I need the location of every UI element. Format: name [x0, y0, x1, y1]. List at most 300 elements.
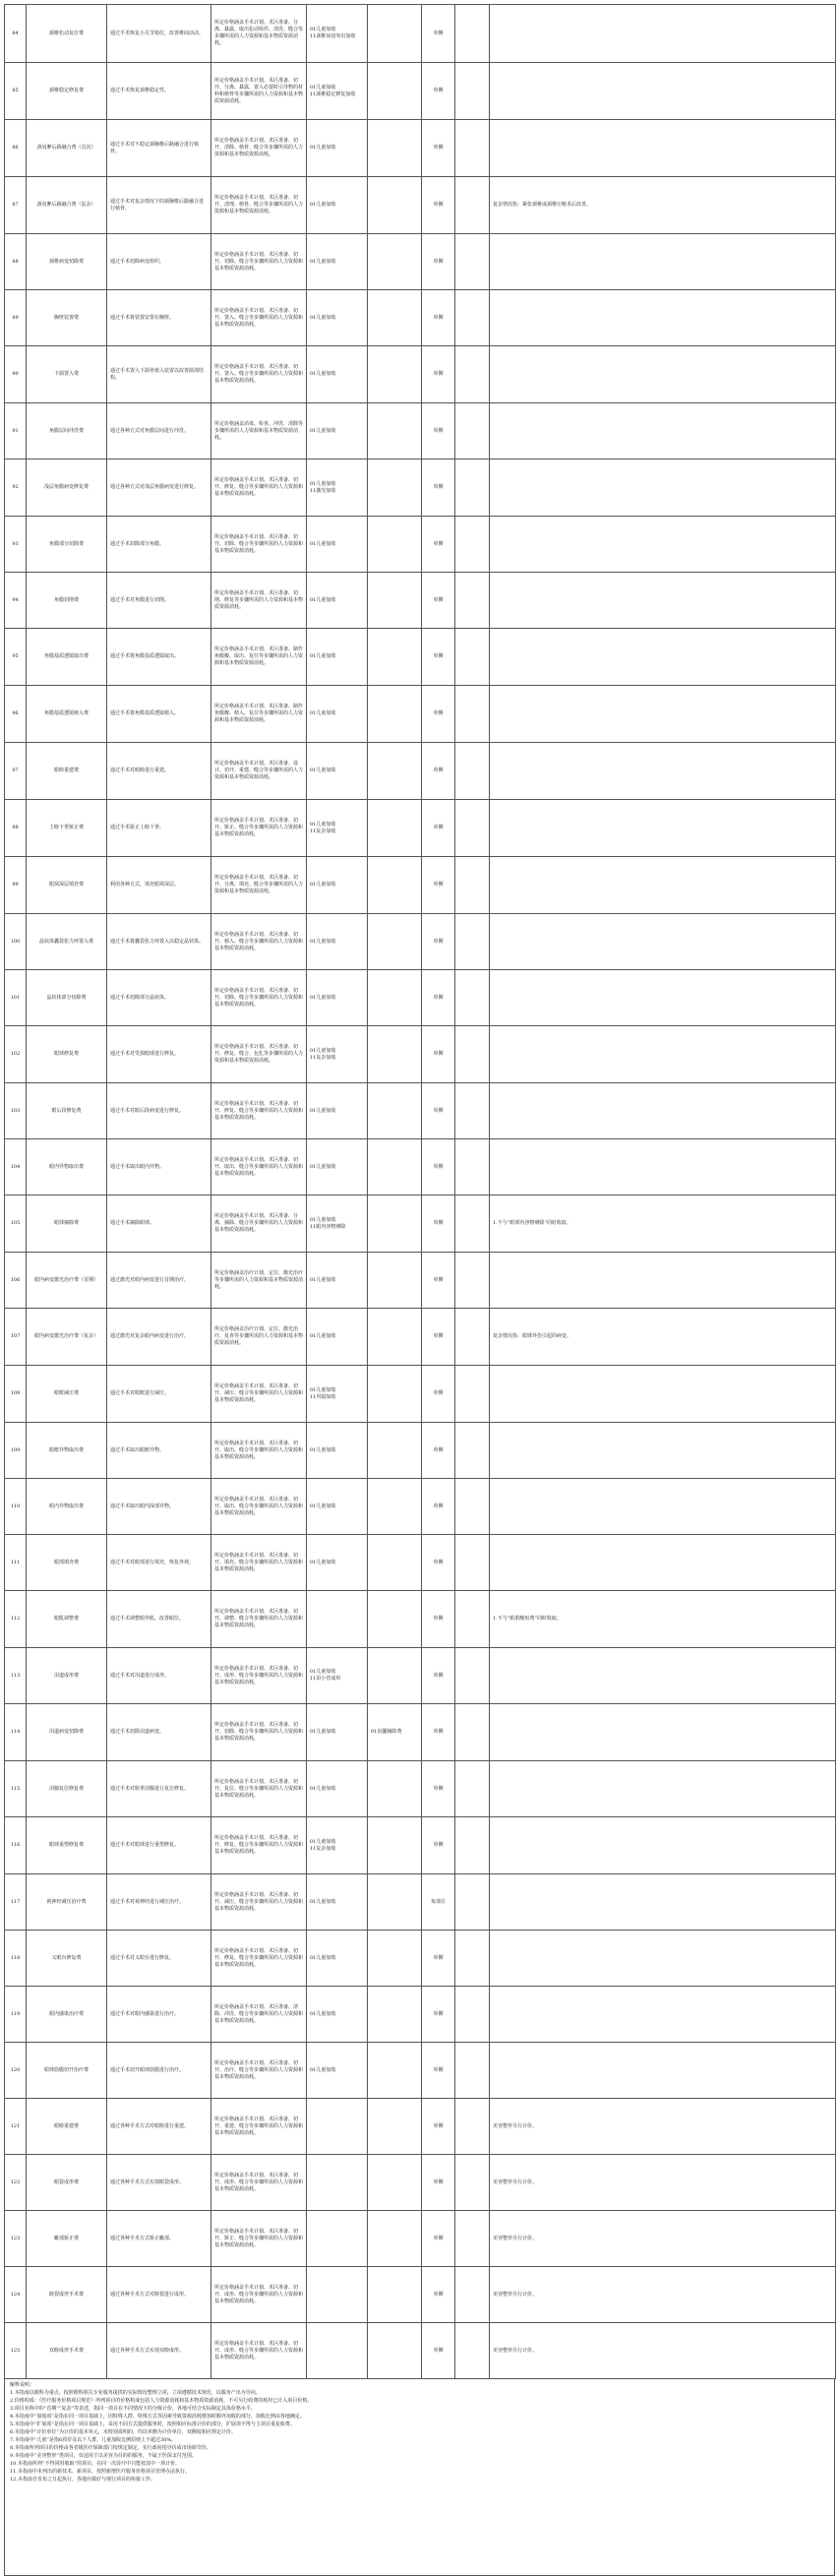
- item-content: 通过手术切除病变组织。: [107, 234, 211, 290]
- item-scope: 所定价格涵盖手术计划、术区准备、切开、成形、缝合等步骤所需的人力资源和基本物质资源消耗。: [211, 2155, 307, 2211]
- item-unit: 单侧: [422, 403, 455, 460]
- item-unit: 单侧: [422, 346, 455, 403]
- item-number: 98: [5, 800, 27, 857]
- item-remark: [490, 1931, 836, 1987]
- item-name: 浅层角膜病变修复费: [27, 460, 107, 517]
- item-exclude: [368, 120, 422, 177]
- item-remark: [490, 1761, 836, 1817]
- item-remark: [490, 1817, 836, 1874]
- item-blank: [455, 743, 490, 800]
- item-exclude: 01泪囊摘除费: [368, 1704, 422, 1761]
- item-name: 眦部矫正费: [27, 2211, 107, 2267]
- item-scope: 所定价格涵盖手术计划、术区准备、切开、填充、缝合等步骤所需的人力资源和基本物质资源消耗。: [211, 1535, 307, 1591]
- item-scope: 所定价格涵盖手术计划、术区准备、切开、矫正、缝合等步骤所需的人力资源和基本物质资源消耗。: [211, 2211, 307, 2267]
- table-row: [5, 120, 836, 177]
- table-row: [5, 1931, 836, 1987]
- item-addon: 01儿童加收 11内镜加收: [307, 1366, 368, 1423]
- item-scope: 所定价格涵盖手术计划、术区准备、切开、清理、植骨、缝合等步骤所需的人力资源和基本物质资源消耗。: [211, 177, 307, 234]
- item-scope: 所定价格涵盖手术计划、术区准备、切开、切除、缝合等步骤所需的人力资源和基本物质资源消耗。: [211, 234, 307, 290]
- item-content: 通过各种手术方式对睑裂进行成形。: [107, 2267, 211, 2323]
- item-addon: 01儿童加收: [307, 857, 368, 914]
- item-exclude: [368, 1591, 422, 1648]
- table-row: [5, 1648, 836, 1704]
- item-number: 111: [5, 1535, 27, 1591]
- item-name: 义眼台修复费: [27, 1931, 107, 1987]
- item-scope: 所定价格涵盖手术计划、术区准备、切开、成形、缝合等步骤所需的人力资源和基本物质资源消耗。: [211, 1648, 307, 1704]
- item-number: 114: [5, 1704, 27, 1761]
- item-scope: 所定价格涵盖手术计划、术区准备、制作角膜瓣、取出、复位等步骤所需的人力资源和基本物质资源消耗。: [211, 629, 307, 686]
- item-exclude: [368, 629, 422, 686]
- item-content: 通过手术对不稳定颈胸椎后路融合进行植骨。: [107, 120, 211, 177]
- item-content: 通过手术置入下颌骨植入装置以改善颌部结构。: [107, 346, 211, 403]
- item-content: 利用各种方式，填充眼窝深层。: [107, 857, 211, 914]
- item-remark: [490, 743, 836, 800]
- item-name: 泪道成形费: [27, 1648, 107, 1704]
- table-row: [5, 2211, 836, 2267]
- item-exclude: [368, 1931, 422, 1987]
- table-row: [5, 800, 836, 857]
- item-exclude: [368, 1196, 422, 1253]
- item-remark: [490, 1139, 836, 1196]
- table-row: [5, 1026, 836, 1083]
- item-exclude: [368, 63, 422, 120]
- item-number: 102: [5, 1026, 27, 1083]
- item-exclude: [368, 743, 422, 800]
- item-number: 120: [5, 2043, 27, 2099]
- item-content: 通过手术将角膜基质透镜取出。: [107, 629, 211, 686]
- notes-lines: [10, 2389, 829, 2484]
- item-blank: [455, 1423, 490, 1479]
- item-content: 通过手术切除泪道病变。: [107, 1704, 211, 1761]
- item-number: 108: [5, 1366, 27, 1423]
- price-item-table: [4, 4, 836, 2379]
- table-row: [5, 743, 836, 800]
- note-line: 3.项目名称中的“首期”“复杂”等表述，指同一项目在不同情况下的分级计价，各地可结合实际制定具体价格水平。: [10, 2406, 257, 2412]
- table-row: [5, 1309, 836, 1366]
- item-name: 眼球筋膜切开治疗费: [27, 2043, 107, 2099]
- item-exclude: [368, 1648, 422, 1704]
- item-remark: [490, 517, 836, 573]
- item-exclude: [368, 800, 422, 857]
- item-scope: 所定价格涵盖手术计划、术区准备、切削、修复等步骤所需的人力资源和基本物质资源消耗。: [211, 573, 307, 629]
- item-exclude: [368, 290, 422, 346]
- item-remark: [490, 460, 836, 517]
- item-blank: [455, 2099, 490, 2155]
- item-unit: 单侧: [422, 1083, 455, 1139]
- item-scope: 所定价格涵盖手术计划、术区准备、切开、切除、缝合等步骤所需的人力资源和基本物质资源消耗。: [211, 517, 307, 573]
- item-blank: [455, 234, 490, 290]
- item-exclude: [368, 1253, 422, 1309]
- item-unit: 单侧: [422, 1423, 455, 1479]
- table-row: [5, 346, 836, 403]
- item-content: 通过手术切除部分晶状体。: [107, 970, 211, 1026]
- table-row: [5, 1083, 836, 1139]
- table-row: [5, 1704, 836, 1761]
- item-remark: 美容整形另行计价。: [490, 2099, 836, 2155]
- item-number: 87: [5, 177, 27, 234]
- table-row: [5, 177, 836, 234]
- item-blank: [455, 177, 490, 234]
- item-remark: [490, 63, 836, 120]
- table-row: [5, 686, 836, 743]
- item-exclude: [368, 1817, 422, 1874]
- item-addon: 01儿童加收: [307, 290, 368, 346]
- item-content: 通过手术对眼内感染进行治疗。: [107, 1987, 211, 2043]
- item-blank: [455, 1761, 490, 1817]
- item-number: 93: [5, 517, 27, 573]
- item-scope: 所定价格涵盖手术计划、术区准备、切开、治疗、缝合等步骤所需的人力资源和基本物质资源消耗。: [211, 2043, 307, 2099]
- item-scope: 所定价格涵盖手术计划、术区准备、切开、置入、缝合等步骤所需的人力资源和基本物质资源消耗。: [211, 346, 307, 403]
- item-name: 角膜切削费: [27, 573, 107, 629]
- item-name: 眼肌调整费: [27, 1591, 107, 1648]
- item-addon: [307, 2267, 368, 2323]
- item-exclude: [368, 2155, 422, 2211]
- item-unit: 单侧: [422, 2211, 455, 2267]
- item-name: 眼内异物取出费: [27, 1139, 107, 1196]
- item-exclude: [368, 1026, 422, 1083]
- item-blank: [455, 1479, 490, 1535]
- item-number: 90: [5, 346, 27, 403]
- item-blank: [455, 460, 490, 517]
- item-number: 94: [5, 573, 27, 629]
- item-blank: [455, 1366, 490, 1423]
- table-row: [5, 5, 836, 63]
- item-remark: [490, 857, 836, 914]
- item-number: 123: [5, 2211, 27, 2267]
- item-name: 胸壁装置费: [27, 290, 107, 346]
- item-blank: [455, 1704, 490, 1761]
- item-remark: [490, 2043, 836, 2099]
- item-scope: 所定价格涵盖手术计划、术区准备、分离、暴露、取出松动组件、清洗、缝合等步骤所需的人力资源和基本物质资源消耗。: [211, 5, 307, 63]
- item-scope: 所定价格涵盖手术计划、术区准备、切开、分离、填充、缝合等步骤所需的人力资源和基本物质资源消耗。: [211, 857, 307, 914]
- item-name: 泪腺复位修复费: [27, 1761, 107, 1817]
- item-unit: 单侧: [422, 1196, 455, 1253]
- item-content: 通过手术取出眼内异物。: [107, 1139, 211, 1196]
- item-scope: 所定价格涵盖手术计划、术区准备、切开、取出、缝合等步骤所需的人力资源和基本物质资源消耗。: [211, 1139, 307, 1196]
- item-blank: [455, 2211, 490, 2267]
- item-remark: 美容整形另行计价。: [490, 2211, 836, 2267]
- item-remark: [490, 120, 836, 177]
- item-blank: [455, 686, 490, 743]
- item-unit: 单侧: [422, 290, 455, 346]
- item-addon: 01儿童加收: [307, 1479, 368, 1535]
- item-exclude: [368, 1309, 422, 1366]
- item-content: 通过各种方式对角膜层间进行冲洗。: [107, 403, 211, 460]
- item-scope: 所定价格涵盖手术计划、术区准备、切开、分离、暴露、置入必要时引导物的材料和植骨等步骤所需的人力资源和基本物质资源消耗。: [211, 63, 307, 120]
- item-number: 100: [5, 914, 27, 970]
- table-row: [5, 63, 836, 120]
- table-row: [5, 1479, 836, 1535]
- table-row: [5, 2267, 836, 2323]
- table-row: [5, 1196, 836, 1253]
- item-content: 通过手术调整眼外肌，改善眼位。: [107, 1591, 211, 1648]
- item-content: 通过手术恢复小关节错位，改善椎间活动。: [107, 5, 211, 63]
- item-addon: 01儿童加收 11复杂加收: [307, 1026, 368, 1083]
- item-blank: [455, 63, 490, 120]
- item-blank: [455, 1139, 490, 1196]
- item-content: 通过手术对脱垂泪腺进行复位修复。: [107, 1761, 211, 1817]
- item-name: 眼睑重建费: [27, 2099, 107, 2155]
- item-blank: [455, 1083, 490, 1139]
- item-exclude: [368, 517, 422, 573]
- table-row: [5, 2323, 836, 2379]
- table-row: [5, 460, 836, 517]
- item-number: 103: [5, 1083, 27, 1139]
- table-row: [5, 1591, 836, 1648]
- item-exclude: [368, 2043, 422, 2099]
- table-row: [5, 403, 836, 460]
- item-name: 眼内感染治疗费: [27, 1987, 107, 2043]
- item-scope: 所定价格涵盖手术计划、术区准备、切开、修复、缝合等步骤所需的人力资源和基本物质资源消耗。: [211, 1817, 307, 1874]
- item-blank: [455, 970, 490, 1026]
- item-content: 通过手术对视神经进行减压治疗。: [107, 1874, 211, 1931]
- item-addon: 01儿童加收: [307, 970, 368, 1026]
- item-content: 通过手术对眼后段病变进行修复。: [107, 1083, 211, 1139]
- item-remark: 1.不与“眼肌缩短费”同时收取。: [490, 1591, 836, 1648]
- item-scope: 所定价格涵盖手术计划、术区准备、切开、植入、缝合等步骤所需的人力资源和基本物质资源消耗。: [211, 914, 307, 970]
- item-unit: 单侧: [422, 1704, 455, 1761]
- table-row: [5, 290, 836, 346]
- table-row: [5, 1366, 836, 1423]
- item-exclude: [368, 1423, 422, 1479]
- item-number: 95: [5, 629, 27, 686]
- item-blank: [455, 1987, 490, 2043]
- item-blank: [455, 1026, 490, 1083]
- table-row: [5, 2155, 836, 2211]
- item-number: 116: [5, 1817, 27, 1874]
- item-scope: 所定价格涵盖手术计划、术区准备、切开、取出、缝合等步骤所需的人力资源和基本物质资源消耗。: [211, 1423, 307, 1479]
- item-remark: [490, 970, 836, 1026]
- item-exclude: [368, 234, 422, 290]
- item-name: 双睑成形手术费: [27, 2323, 107, 2379]
- item-blank: [455, 629, 490, 686]
- item-blank: [455, 2267, 490, 2323]
- item-number: 122: [5, 2155, 27, 2211]
- item-name: 泪道病变切除费: [27, 1704, 107, 1761]
- item-addon: 01儿童加收 11泪小管成形: [307, 1648, 368, 1704]
- item-unit: 单侧: [422, 517, 455, 573]
- item-scope: 所定价格涵盖治疗计划、定位、激光治疗等步骤所需的人力资源和基本物质资源消耗。: [211, 1253, 307, 1309]
- item-addon: 01儿童加收: [307, 2043, 368, 2099]
- item-content: 通过各种手术方式矫正眦部。: [107, 2211, 211, 2267]
- item-unit: 单侧: [422, 1309, 455, 1366]
- item-number: 85: [5, 63, 27, 120]
- item-blank: [455, 1196, 490, 1253]
- table-row: [5, 234, 836, 290]
- item-content: 通过手术将囊袋张力环置入以稳定晶状体。: [107, 914, 211, 970]
- item-addon: 01儿童加收: [307, 346, 368, 403]
- item-scope: 所定价格涵盖手术计划、术区准备、切开、减压、缝合等步骤所需的人力资源和基本物质资源消耗。: [211, 1874, 307, 1931]
- item-content: 通过手术对泪道进行成形。: [107, 1648, 211, 1704]
- item-name: 颈椎病变切除费: [27, 234, 107, 290]
- item-exclude: [368, 2099, 422, 2155]
- item-addon: 01儿童加收: [307, 1139, 368, 1196]
- item-addon: 01儿童加收: [307, 914, 368, 970]
- table-row: [5, 2099, 836, 2155]
- item-unit: 单侧: [422, 177, 455, 234]
- table-row: [5, 1535, 836, 1591]
- item-remark: [490, 5, 836, 63]
- table-row: [5, 1139, 836, 1196]
- item-exclude: [368, 177, 422, 234]
- item-number: 117: [5, 1874, 27, 1931]
- item-exclude: [368, 1761, 422, 1817]
- price-item-document: [4, 4, 835, 2576]
- item-addon: [307, 2155, 368, 2211]
- item-unit: 单侧: [422, 857, 455, 914]
- item-name: 睑裂成形手术费: [27, 2267, 107, 2323]
- item-number: 99: [5, 857, 27, 914]
- item-scope: 所定价格涵盖手术计划、术区准备、切开、修复、缝合、包扎等步骤所需的人力资源和基本物质资源消耗。: [211, 1026, 307, 1083]
- item-addon: 01儿童加收: [307, 1704, 368, 1761]
- item-name: 眼球修复费: [27, 1026, 107, 1083]
- item-number: 105: [5, 1196, 27, 1253]
- item-exclude: [368, 1366, 422, 1423]
- item-name: 眼睑重建费: [27, 743, 107, 800]
- item-number: 106: [5, 1253, 27, 1309]
- item-addon: [307, 2323, 368, 2379]
- item-name: 晶状体部分切除费: [27, 970, 107, 1026]
- table-body: [5, 5, 836, 2379]
- item-remark: [490, 1083, 836, 1139]
- item-unit: 单侧: [422, 2323, 455, 2379]
- item-unit: 单侧: [422, 743, 455, 800]
- item-exclude: [368, 1874, 422, 1931]
- item-addon: 01儿童加收 11颈椎间盘突出加收: [307, 5, 368, 63]
- item-content: 通过各种手术方式对眼睑进行重建。: [107, 2099, 211, 2155]
- item-content: 通过手术对眼部进行填充，恢复外观。: [107, 1535, 211, 1591]
- item-number: 104: [5, 1139, 27, 1196]
- item-remark: 美容整形另行计价。: [490, 2267, 836, 2323]
- item-addon: 01儿童加收: [307, 743, 368, 800]
- item-remark: 美容整形另行计价。: [490, 2155, 836, 2211]
- item-content: 通过各种方式对浅层角膜病变进行修复。: [107, 460, 211, 517]
- item-addon: 01儿童加收: [307, 573, 368, 629]
- item-unit: 每部位: [422, 1874, 455, 1931]
- item-number: 91: [5, 403, 27, 460]
- item-addon: 01儿童加收: [307, 1761, 368, 1817]
- item-remark: 美容整形另行计价。: [490, 2323, 836, 2379]
- item-blank: [455, 2043, 490, 2099]
- item-exclude: [368, 2211, 422, 2267]
- item-content: 通过手术取出眼内深部异物。: [107, 1479, 211, 1535]
- item-unit: 单侧: [422, 120, 455, 177]
- item-unit: 单侧: [422, 5, 455, 63]
- item-scope: 所定价格涵盖手术计划、术区准备、分离、摘除、缝合等步骤所需的人力资源和基本物质资源消耗。: [211, 1196, 307, 1253]
- item-remark: [490, 629, 836, 686]
- item-content: 通过手术切开眼球筋膜进行治疗。: [107, 2043, 211, 2099]
- item-number: 84: [5, 5, 27, 63]
- item-exclude: [368, 2323, 422, 2379]
- note-line: 2.价格构成：《医疗服务价格项目规范》所列项目的价格构成包括人力资源消耗和基本物质资源消耗，不可另行收费的耗材已计入项目价格。: [10, 2398, 313, 2404]
- item-scope: 所定价格涵盖手术计划、术区准备、切开、清除、植骨、缝合等步骤所需的人力资源和基本物质资源消耗。: [211, 120, 307, 177]
- item-addon: 01儿童加收 11复杂加收: [307, 800, 368, 857]
- item-exclude: [368, 460, 422, 517]
- note-line: 1.本指南以眼科为重点，按照眼科相关专业服务提供的实际情况整理立项，立项遵循技术规范，以服务产出为导向。: [10, 2390, 261, 2396]
- table-row: [5, 857, 836, 914]
- item-remark: [490, 234, 836, 290]
- item-remark: 复杂情况指：眼球外伤引起的病变。: [490, 1309, 836, 1366]
- item-name: 眼窝深层填充费: [27, 857, 107, 914]
- item-exclude: [368, 5, 422, 63]
- item-exclude: [368, 1139, 422, 1196]
- item-blank: [455, 800, 490, 857]
- item-remark: [490, 1874, 836, 1931]
- item-addon: 01儿童加收 11激光加收: [307, 460, 368, 517]
- item-unit: 单侧: [422, 1139, 455, 1196]
- item-content: 通过手术对角膜进行切削。: [107, 573, 211, 629]
- table-row: [5, 1874, 836, 1931]
- table-row: [5, 2043, 836, 2099]
- item-addon: 01儿童加收: [307, 1423, 368, 1479]
- item-scope: 所定价格涵盖手术计划、术区准备、切开、切除、缝合等步骤所需的人力资源和基本物质资源消耗。: [211, 970, 307, 1026]
- item-unit: 单侧: [422, 1987, 455, 2043]
- item-name: 眼后段修复费: [27, 1083, 107, 1139]
- item-addon: 01儿童加收 11复杂加收: [307, 1817, 368, 1874]
- item-addon: 01儿童加收: [307, 1931, 368, 1987]
- item-name: 眼球重塑修复费: [27, 1817, 107, 1874]
- item-exclude: [368, 1535, 422, 1591]
- item-scope: 所定价格涵盖手术计划、术区准备、切开、修复、缝合等步骤所需的人力资源和基本物质资源消耗。: [211, 1083, 307, 1139]
- item-addon: 01儿童加收: [307, 234, 368, 290]
- item-name: 角膜基质透镜植入费: [27, 686, 107, 743]
- item-remark: [490, 800, 836, 857]
- item-blank: [455, 1591, 490, 1648]
- item-remark: [490, 1423, 836, 1479]
- item-name: 眼球摘除费: [27, 1196, 107, 1253]
- item-content: 通过手术对受损眼球进行修复。: [107, 1026, 211, 1083]
- item-scope: 所定价格涵盖治疗计划、定位、激光治疗、复查等步骤所需的人力资源和基本物质资源消耗。: [211, 1309, 307, 1366]
- item-exclude: [368, 2267, 422, 2323]
- item-content: 通过手术对眼球进行重塑修复。: [107, 1817, 211, 1874]
- note-line: 9.本指南中“美容整形”类项目，仅适用于以美容为目的的服务，不属于医保支付范围。: [10, 2453, 197, 2459]
- item-blank: [455, 403, 490, 460]
- item-addon: 01儿童加收: [307, 403, 368, 460]
- item-remark: [490, 290, 836, 346]
- table-row: [5, 914, 836, 970]
- item-scope: 所定价格涵盖手术计划、术区准备、设计、切开、重建、缝合等步骤所需的人力资源和基本物质资源消耗。: [211, 743, 307, 800]
- table-row: [5, 517, 836, 573]
- item-name: 眼内病变激光治疗费（复杂）: [27, 1309, 107, 1366]
- item-blank: [455, 2323, 490, 2379]
- item-scope: 所定价格涵盖手术计划、术区准备、切开、重建、缝合等步骤所需的人力资源和基本物质资源消耗。: [211, 2099, 307, 2155]
- item-name: 颈肩胛后路融合费（首次）: [27, 120, 107, 177]
- item-name: 角膜基质透镜取出费: [27, 629, 107, 686]
- item-content: 通过手术恢复颈椎稳定性。: [107, 63, 211, 120]
- item-exclude: [368, 573, 422, 629]
- item-scope: 所定价格涵盖手术计划、术区准备、清除、冲洗、缝合等步骤所需的人力资源和基本物质资源消耗。: [211, 1987, 307, 2043]
- note-line: 12.本指南自发布之日起执行，各地应做好与现行项目的衔接工作。: [10, 2477, 155, 2483]
- item-number: 92: [5, 460, 27, 517]
- item-addon: [307, 2211, 368, 2267]
- item-unit: 单侧: [422, 970, 455, 1026]
- item-content: 通过手术对复杂情况下的颈胸椎后路融合进行植骨。: [107, 177, 211, 234]
- item-exclude: [368, 970, 422, 1026]
- item-unit: 单侧: [422, 1253, 455, 1309]
- item-remark: 复杂情况指：紧张颈椎或颈椎压缩术后改善。: [490, 177, 836, 234]
- item-unit: 单侧: [422, 914, 455, 970]
- item-scope: 所定价格涵盖手术计划、术区准备、切开、调整、缝合等步骤所需的人力资源和基本物质资源消耗。: [211, 1591, 307, 1648]
- item-blank: [455, 517, 490, 573]
- item-name: 眼内异物取出费: [27, 1479, 107, 1535]
- note-line: 8.本指南所列项目的价格由各省级医疗保障部门按规定制定，实行政府指导价或市场调节价。: [10, 2445, 211, 2451]
- item-number: 96: [5, 686, 27, 743]
- item-remark: [490, 573, 836, 629]
- item-blank: [455, 1535, 490, 1591]
- item-unit: 单侧: [422, 800, 455, 857]
- item-content: 通过各种手术方式实现眼袋成形。: [107, 2155, 211, 2211]
- item-number: 118: [5, 1931, 27, 1987]
